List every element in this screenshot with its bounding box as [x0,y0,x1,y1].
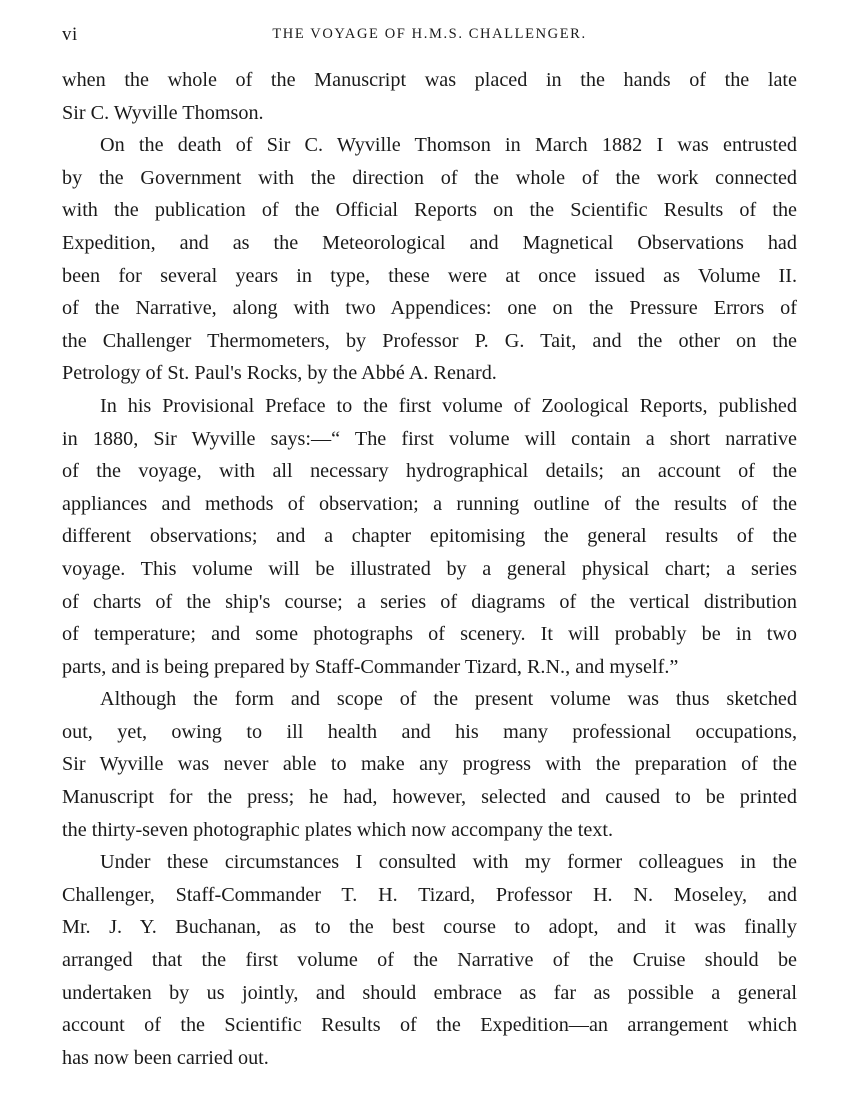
text-line: In his Provisional Preface to the first volume of Zoological Reports, published [100,394,797,417]
text-line: Although the form and scope of the present volume was thus sketched [100,688,797,711]
text-line: Manuscript for the press; he had, however, selected and caused to be printed [62,786,797,809]
text-line: Expedition, and as the Meteorological and Magnetical Observations had [62,231,797,254]
text-line: of charts of the ship's course; a series of diagrams of the vertical distribution [62,590,797,613]
paragraph [62,683,797,846]
text-line: Petrology of St. Paul's Rocks, by the Abbé A. Renard. [62,362,497,385]
book-page [62,0,797,1100]
text-line: Under these circumstances I consulted with my former colleagues in the [100,851,797,874]
text-line: Challenger, Staff-Commander T. H. Tizard, Professor H. N. Moseley, and [62,883,797,906]
text-line: has now been carried out. [62,1046,269,1069]
text-line: appliances and methods of observation; a running outline of the results of the [62,492,797,515]
text-line: of the Narrative, along with two Appendices: one on the Pressure Errors of [62,297,797,320]
text-line: Mr. J. Y. Buchanan, as to the best course to adopt, and it was finally [62,916,797,939]
text-line: account of the Scientific Results of the Expedition—an arrangement which [62,1014,797,1037]
running-title: THE VOYAGE OF H.M.S. CHALLENGER. [272,26,587,42]
text-line: when the whole of the Manuscript was placed in the hands of the late [62,69,797,91]
paragraph [62,129,797,390]
text-line: arranged that the first volume of the Narrative of the Cruise should be [62,949,797,972]
text-line: voyage. This volume will be illustrated by a general physical chart; a series [62,557,797,580]
running-head [62,24,797,48]
paragraph [62,64,797,129]
paragraph [62,390,797,683]
text-line: different observations; and a chapter epitomising the general results of the [62,525,797,548]
text-line: in 1880, Sir Wyville says:—“ The first volume will contain a short narrative [62,427,797,450]
text-line: Sir C. Wyville Thomson. [62,101,264,124]
text-line: Sir Wyville was never able to make any progress with the preparation of the [62,753,797,776]
text-line: with the publication of the Official Reports on the Scientific Results of the [62,199,797,222]
text-line: the Challenger Thermometers, by Professor P. G. Tait, and the other on the [62,329,797,352]
text-line: out, yet, owing to ill health and his many professional occupations, [62,720,797,743]
text-line: the thirty-seven photographic plates which now accompany the text. [62,818,614,841]
page-number: vi [62,24,78,45]
text-line: undertaken by us jointly, and should embrace as far as possible a general [62,981,797,1004]
body-text [62,64,797,1074]
paragraph [62,846,797,1074]
text-line: parts, and is being prepared by Staff-Commander Tizard, R.N., and myself.” [62,655,679,678]
text-line: by the Government with the direction of the whole of the work connected [62,166,797,189]
text-line: On the death of Sir C. Wyville Thomson in March 1882 I was entrusted [100,134,797,157]
text-line: of temperature; and some photographs of scenery. It will probably be in two [62,623,797,646]
text-line: been for several years in type, these were at once issued as Volume II. [62,264,797,287]
text-line: of the voyage, with all necessary hydrographical details; an account of the [62,460,797,483]
